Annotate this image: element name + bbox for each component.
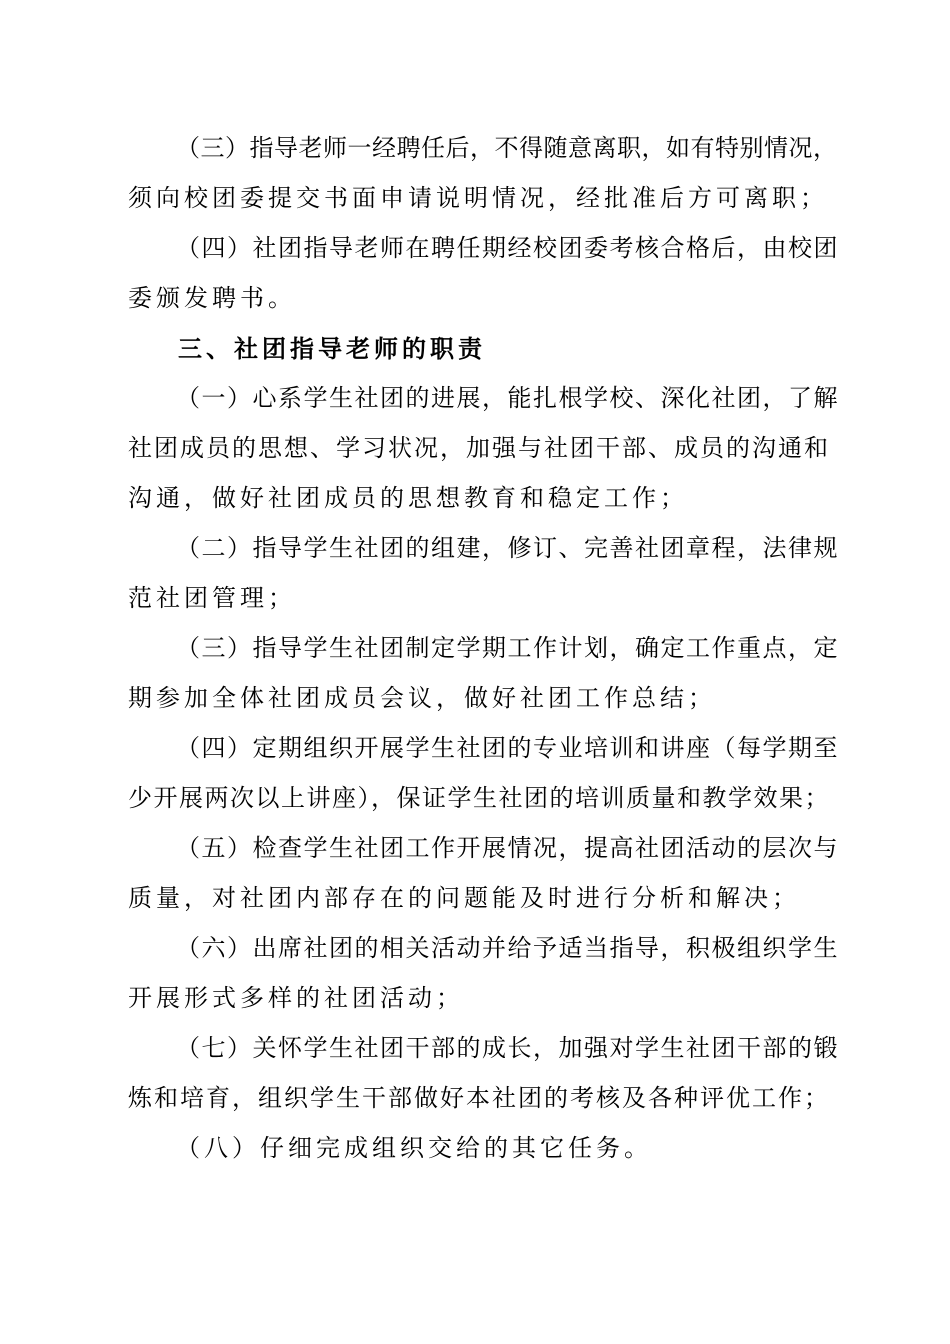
- paragraph-line: （一）心系学生社团的进展，能扎根学校、深化社团，了解: [176, 384, 839, 412]
- paragraph-line: （六）出席社团的相关活动并给予适当指导，积极组织学生: [176, 934, 839, 962]
- paragraph-line: 须向校团委提交书面申请说明情况，经批准后方可离职；: [128, 184, 828, 212]
- paragraph-line: （三）指导老师一经聘任后，不得随意离职，如有特别情况，: [176, 134, 838, 162]
- paragraph-line: 炼和培育，组织学生干部做好本社团的考核及各种评优工作；: [128, 1084, 830, 1112]
- paragraph-line: 沟通，做好社团成员的思想教育和稳定工作；: [128, 484, 688, 512]
- paragraph-line: （八）仔细完成组织交给的其它任务。: [176, 1134, 652, 1162]
- paragraph-line: 少开展两次以上讲座），保证学生社团的培训质量和教学效果；: [128, 784, 830, 812]
- paragraph-line: （七）关怀学生社团干部的成长，加强对学生社团干部的锻: [176, 1034, 839, 1062]
- paragraph-line: （二）指导学生社团的组建，修订、完善社团章程，法律规: [176, 534, 839, 562]
- paragraph-line: 期参加全体社团成员会议，做好社团工作总结；: [128, 684, 716, 712]
- paragraph-line: 质量，对社团内部存在的问题能及时进行分析和解决；: [128, 884, 800, 912]
- paragraph-line: （四）社团指导老师在聘任期经校团委考核合格后，由校团: [176, 234, 839, 262]
- paragraph-line: 范社团管理；: [128, 584, 296, 612]
- paragraph-line: （四）定期组织开展学生社团的专业培训和讲座（每学期至: [176, 734, 839, 762]
- section-heading: 三、社团指导老师的职责: [178, 334, 486, 363]
- paragraph-line: 开展形式多样的社团活动；: [128, 984, 464, 1012]
- paragraph-line: （五）检查学生社团工作开展情况，提高社团活动的层次与: [176, 834, 839, 862]
- paragraph-line: 社团成员的思想、学习状况，加强与社团干部、成员的沟通和: [128, 434, 830, 462]
- paragraph-line: （三）指导学生社团制定学期工作计划，确定工作重点，定: [176, 634, 839, 662]
- paragraph-line: 委颁发聘书。: [128, 284, 296, 312]
